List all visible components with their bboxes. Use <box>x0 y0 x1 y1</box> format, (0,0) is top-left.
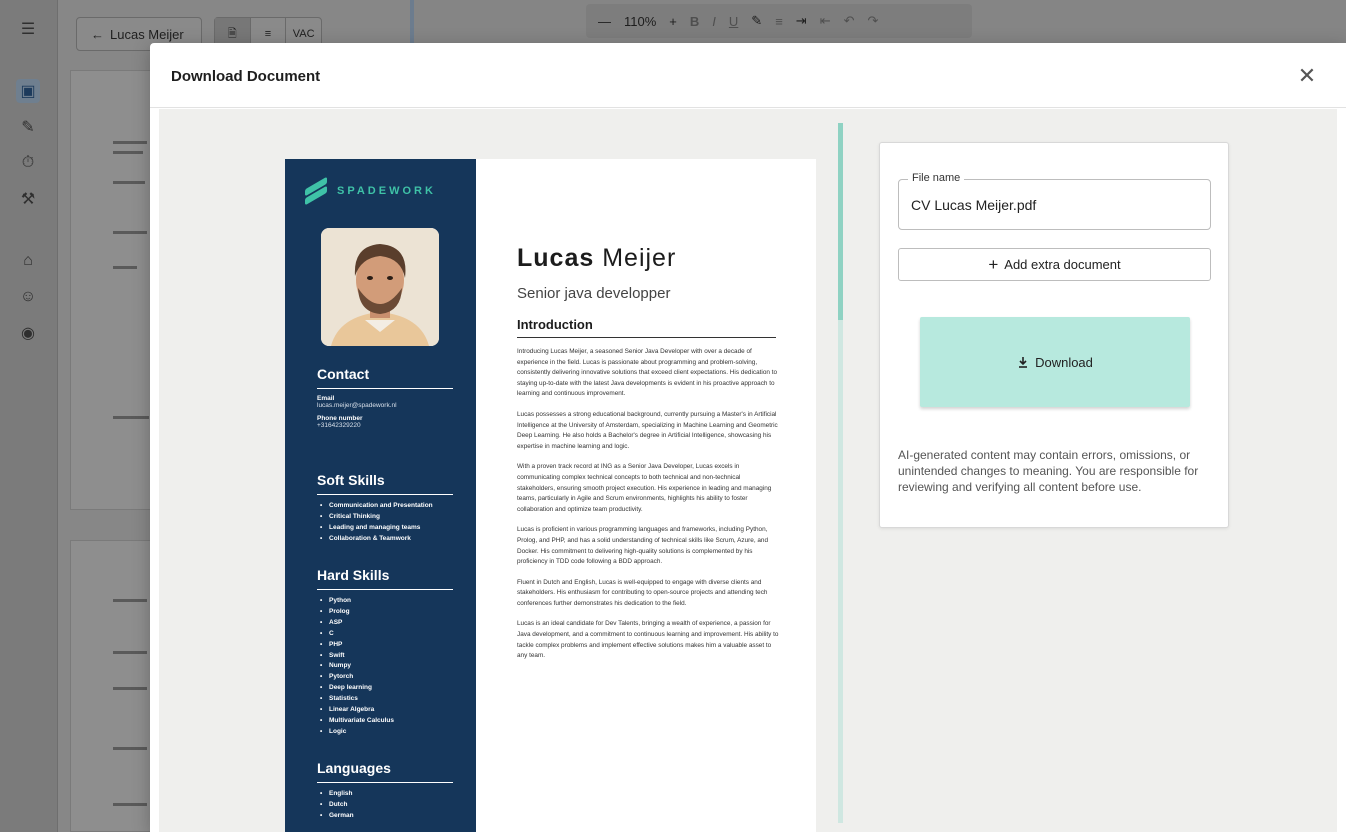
list-item: • Python <box>317 596 453 607</box>
spadework-logo-icon <box>303 177 329 205</box>
outdent-button[interactable]: ⇤ <box>819 13 831 28</box>
file-name-field <box>898 172 1211 230</box>
select-icon[interactable]: ▣ <box>16 79 40 103</box>
email-value: lucas.meijer@spadework.nl <box>317 402 397 409</box>
list-item: • Prolog <box>317 607 453 618</box>
cv-name <box>517 244 676 273</box>
zoom-out-button[interactable]: — <box>598 13 611 29</box>
account-icon[interactable]: ◉ <box>21 325 35 342</box>
clock-icon[interactable]: ⏱ <box>21 154 35 171</box>
dialog-body <box>159 109 1337 832</box>
bold-button[interactable]: B <box>689 13 700 29</box>
soft-skills-section <box>317 472 453 545</box>
list-item: • Communication and Presentation <box>317 501 453 512</box>
list-item: • Logic <box>317 727 453 738</box>
app-sidebar-rail <box>0 0 58 832</box>
list-item: • Numpy <box>317 661 453 672</box>
list-item: • PHP <box>317 640 453 651</box>
hard-skills-section <box>317 567 453 738</box>
vac-view-toggle[interactable]: VAC <box>292 28 315 40</box>
paragraph: With a proven track record at ING as a Senior Java Developer, Lucas excels in communicating complex technical concepts to both technical and non-technical stakeholders, ensuring smooth project execution. His experience in leading and managing teams, particularly in Agile and Scrum environments, highlights his ability to foster collaboration and optimize team productivity. <box>517 463 772 513</box>
email-label: Email <box>317 395 335 402</box>
list-item: • ASP <box>317 618 453 629</box>
introduction-text <box>517 347 779 672</box>
file-name-input[interactable] <box>899 180 1210 229</box>
menu-icon[interactable]: ☰ <box>20 21 36 38</box>
cv-main-column <box>476 168 816 832</box>
paragraph: Fluent in Dutch and English, Lucas is well-equipped to engage with diverse clients and stakeholders. His enthusiasm for contributing to open-source projects and attending tech conferences further demonstrates his dedication to the field. <box>517 578 768 607</box>
download-button[interactable] <box>920 317 1190 407</box>
contact-heading: Contact <box>317 366 453 389</box>
soft-skills-heading: Soft Skills <box>317 472 453 495</box>
list-item: • Swift <box>317 651 453 662</box>
logo-text: SPADEWORK <box>337 185 436 197</box>
close-icon[interactable]: ✕ <box>1297 63 1317 88</box>
download-label: Download <box>1035 354 1093 370</box>
underline-button[interactable]: U <box>728 13 739 29</box>
list-item: • English <box>317 789 453 800</box>
list-item: • Pytorch <box>317 672 453 683</box>
plus-icon: + <box>988 255 999 274</box>
crane-icon[interactable]: ⚒ <box>20 191 36 208</box>
home-icon[interactable]: ⌂ <box>23 252 33 269</box>
paragraph: Lucas is an ideal candidate for Dev Talents, bringing a wealth of experience, a passion for Java development, and a commitment to continuous learning and improvement. His ability to tackle complex problems and implement effective solutions makes him a valuable asset to any team. <box>517 620 779 660</box>
ai-disclaimer: AI-generated content may contain errors, omissions, or unintended changes to meaning. You are responsible for reviewing and verifying all content before use. <box>898 448 1199 494</box>
document-view-toggle[interactable]: 🗎 <box>215 18 251 50</box>
indent-button[interactable]: ⇥ <box>795 13 807 28</box>
undo-button[interactable]: ↶ <box>843 13 855 28</box>
paragraph: Lucas is proficient in various programming languages and frameworks, including Python, Prolog, and PHP, and has a solid understanding of technical skills like Scrum, Azure, and Docker. His commitment to delivering high-quality solutions is complemented by his proficiency in TDD code following a BDD approach. <box>517 526 769 566</box>
document-edit-icon[interactable]: ✎ <box>21 119 35 136</box>
languages-heading: Languages <box>317 760 453 783</box>
list-item: • Collaboration & Teamwork <box>317 534 453 545</box>
list-item: • Statistics <box>317 694 453 705</box>
zoom-level: 110% <box>624 13 657 29</box>
last-name: Meijer <box>602 244 677 272</box>
phone-label: Phone number <box>317 415 363 422</box>
download-options-card <box>879 142 1229 528</box>
list-item: • Dutch <box>317 800 453 811</box>
languages-section <box>317 760 453 822</box>
editor-toolbar <box>586 4 972 38</box>
preview-scrollbar-thumb[interactable] <box>838 123 843 320</box>
list-item: • Critical Thinking <box>317 512 453 523</box>
list-item: • German <box>317 811 453 822</box>
text-view-toggle[interactable]: ≡ <box>251 18 287 50</box>
cv-page <box>285 159 816 832</box>
paragraph: Lucas possesses a strong educational background, currently pursuing a Master's in Artificial Intelligence at the University of Amsterdam, specializing in Machine Learning and Geometric Deep Learning. He also holds a Bachelor's degree in Artificial Intelligence, showcasing his expertise in machine learning and logic. <box>517 410 778 450</box>
company-logo <box>303 177 436 205</box>
contact-section <box>317 366 453 435</box>
first-name: Lucas <box>517 244 595 272</box>
download-document-dialog <box>150 43 1346 832</box>
italic-button[interactable]: I <box>712 13 716 29</box>
back-button-label: Lucas Meijer <box>110 26 184 42</box>
download-icon <box>1017 356 1029 368</box>
document-preview[interactable] <box>159 109 844 832</box>
add-extra-document-label: Add extra document <box>1004 257 1121 272</box>
list-item: • Multivariate Calculus <box>317 716 453 727</box>
list-item: • C <box>317 629 453 640</box>
redo-button[interactable]: ↷ <box>867 13 879 28</box>
dialog-header <box>150 43 1346 108</box>
paragraph: Introducing Lucas Meijer, a seasoned Senior Java Developer with over a decade of experience in the field. Lucas is passionate about programming and problem-solving, consistently delivering innovative solutions that exceed client expectations. His dedication to staying up-to-date with the latest Java developments is evident in his proactive approach to learning and continuous improvement. <box>517 348 778 398</box>
add-extra-document-button[interactable] <box>898 248 1211 281</box>
introduction-heading: Introduction <box>517 317 776 338</box>
list-item: • Linear Algebra <box>317 705 453 716</box>
hard-skills-heading: Hard Skills <box>317 567 453 590</box>
cv-role: Senior java developper <box>517 285 671 302</box>
bullet-list-button[interactable]: ≡ <box>775 13 783 29</box>
arrow-left-icon: ← <box>91 26 104 42</box>
list-item: • Deep learning <box>317 683 453 694</box>
file-name-label: File name <box>908 172 964 184</box>
zoom-in-button[interactable]: + <box>669 13 677 29</box>
cv-sidebar <box>285 159 476 832</box>
list-item: • Leading and managing teams <box>317 523 453 534</box>
phone-value: +31642329220 <box>317 422 361 429</box>
profile-photo <box>321 228 439 346</box>
people-icon[interactable]: ☺ <box>19 288 37 305</box>
highlight-button[interactable]: ✎ <box>751 13 763 28</box>
dialog-title: Download Document <box>171 68 321 85</box>
